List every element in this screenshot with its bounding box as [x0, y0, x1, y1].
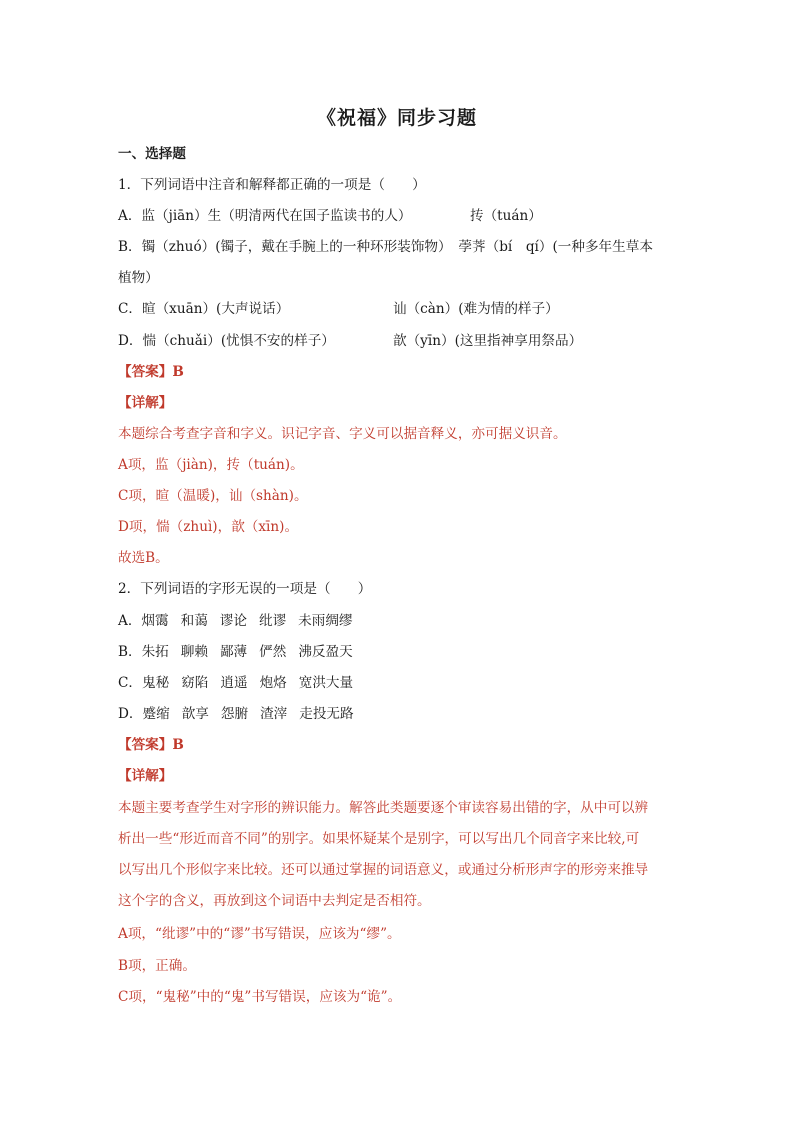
option-word: 沸反盈天	[298, 644, 353, 660]
q2-stem: 2．下列词语的字形无误的一项是（ ）	[118, 581, 372, 597]
option-word: 鄙薄	[219, 644, 248, 660]
q1-explanation-5: 故选B。	[118, 550, 169, 566]
q1-option-a: A．监（jiān）生（明清两代在国子监读书的人）	[118, 208, 412, 224]
q2-option-a	[118, 612, 365, 630]
q2-explanation-para-3: 以写出几个形似字来比较。还可以通过掌握的词语意义，或通过分析形声字的形旁来推导	[118, 862, 649, 878]
option-word: 歆享	[181, 706, 209, 722]
option-label: C．	[118, 675, 142, 691]
option-word: 炮烙	[259, 675, 287, 691]
q1-explanation-4: D项，惴（zhuì)，歆（xīn)。	[118, 519, 299, 535]
option-word: 未雨绸缪	[298, 613, 353, 629]
option-word: 烟霭	[141, 613, 169, 629]
q1-explanation-3: C项，暄（温暖)，讪（shàn)。	[118, 488, 308, 504]
q2-answer: 【答案】B	[118, 737, 184, 753]
q2-explanation-c: C项，“鬼秘”中的“鬼”书写错误，应该为“诡”。	[118, 989, 402, 1005]
option-word: 鬼秘	[142, 675, 170, 691]
option-word: 走投无路	[299, 706, 354, 722]
option-word: 怨腑	[220, 706, 249, 722]
q2-option-c	[118, 674, 365, 692]
option-word: 窈陷	[181, 675, 209, 691]
q1-option-c-second: 讪（càn）(难为情的样子）	[393, 301, 559, 317]
option-word: 和蔼	[180, 613, 208, 629]
q2-explanation-b: B项，正确。	[118, 958, 196, 974]
option-word: 蹙缩	[142, 706, 170, 722]
page-title: 《祝福》同步习题	[316, 107, 477, 129]
q2-explanation-para-1: 本题主要考查学生对字形的辨识能力。解答此类题要逐个审读容易出错的字，从中可以辨	[118, 800, 649, 816]
q1-option-b-line1: B．镯（zhuó）(镯子，戴在手腕上的一种环形装饰物） 荸荠（bí qí）(一种多年生草本	[118, 239, 653, 255]
q1-detail-label: 【详解】	[118, 395, 173, 411]
q1-option-d: D．惴（chuǎi）(忧惧不安的样子）	[118, 333, 335, 349]
q1-explanation-2: A项，监（jiàn)，抟（tuán)。	[118, 457, 304, 473]
q2-option-d	[118, 705, 366, 723]
option-word: 谬论	[219, 613, 247, 629]
option-word: 逍遥	[220, 675, 248, 691]
option-word: 聊赖	[180, 644, 208, 660]
q2-explanation-para-4: 这个字的含义，再放到这个词语中去判定是否相符。	[118, 893, 431, 909]
option-word: 渣滓	[260, 706, 288, 722]
q2-explanation-a: A项，“纰谬”中的“谬”书写错误，应该为“缪”。	[118, 926, 401, 942]
section-heading: 一、选择题	[118, 146, 186, 162]
q2-detail-label: 【详解】	[118, 768, 173, 784]
q1-option-a-second: 抟（tuán）	[470, 208, 542, 224]
option-word: 纰谬	[258, 613, 287, 629]
option-label: D．	[118, 706, 143, 722]
q1-option-b-line2: 植物）	[118, 270, 159, 286]
q1-option-d-second: 歆（yīn）(这里指神享用祭品）	[393, 333, 583, 349]
option-word: 宽洪大量	[298, 675, 354, 691]
q1-stem: 1．下列词语中注音和解释都正确的一项是（ ）	[118, 177, 426, 193]
q1-explanation-1: 本题综合考查字音和字义。识记字音、字义可以据音释义，亦可据义识音。	[118, 426, 567, 442]
option-label: A．	[118, 613, 142, 629]
option-word: 朱拓	[141, 644, 169, 660]
option-label: B．	[118, 644, 142, 660]
q2-explanation-para-2: 析出一些“形近而音不同”的别字。如果怀疑某个是别字，可以写出几个同音字来比较,可	[118, 831, 640, 847]
q1-answer: 【答案】B	[118, 364, 184, 380]
option-word: 俨然	[259, 644, 287, 660]
q2-option-b	[118, 643, 365, 661]
q1-option-c: C．暄（xuān）(大声说话）	[118, 301, 290, 317]
